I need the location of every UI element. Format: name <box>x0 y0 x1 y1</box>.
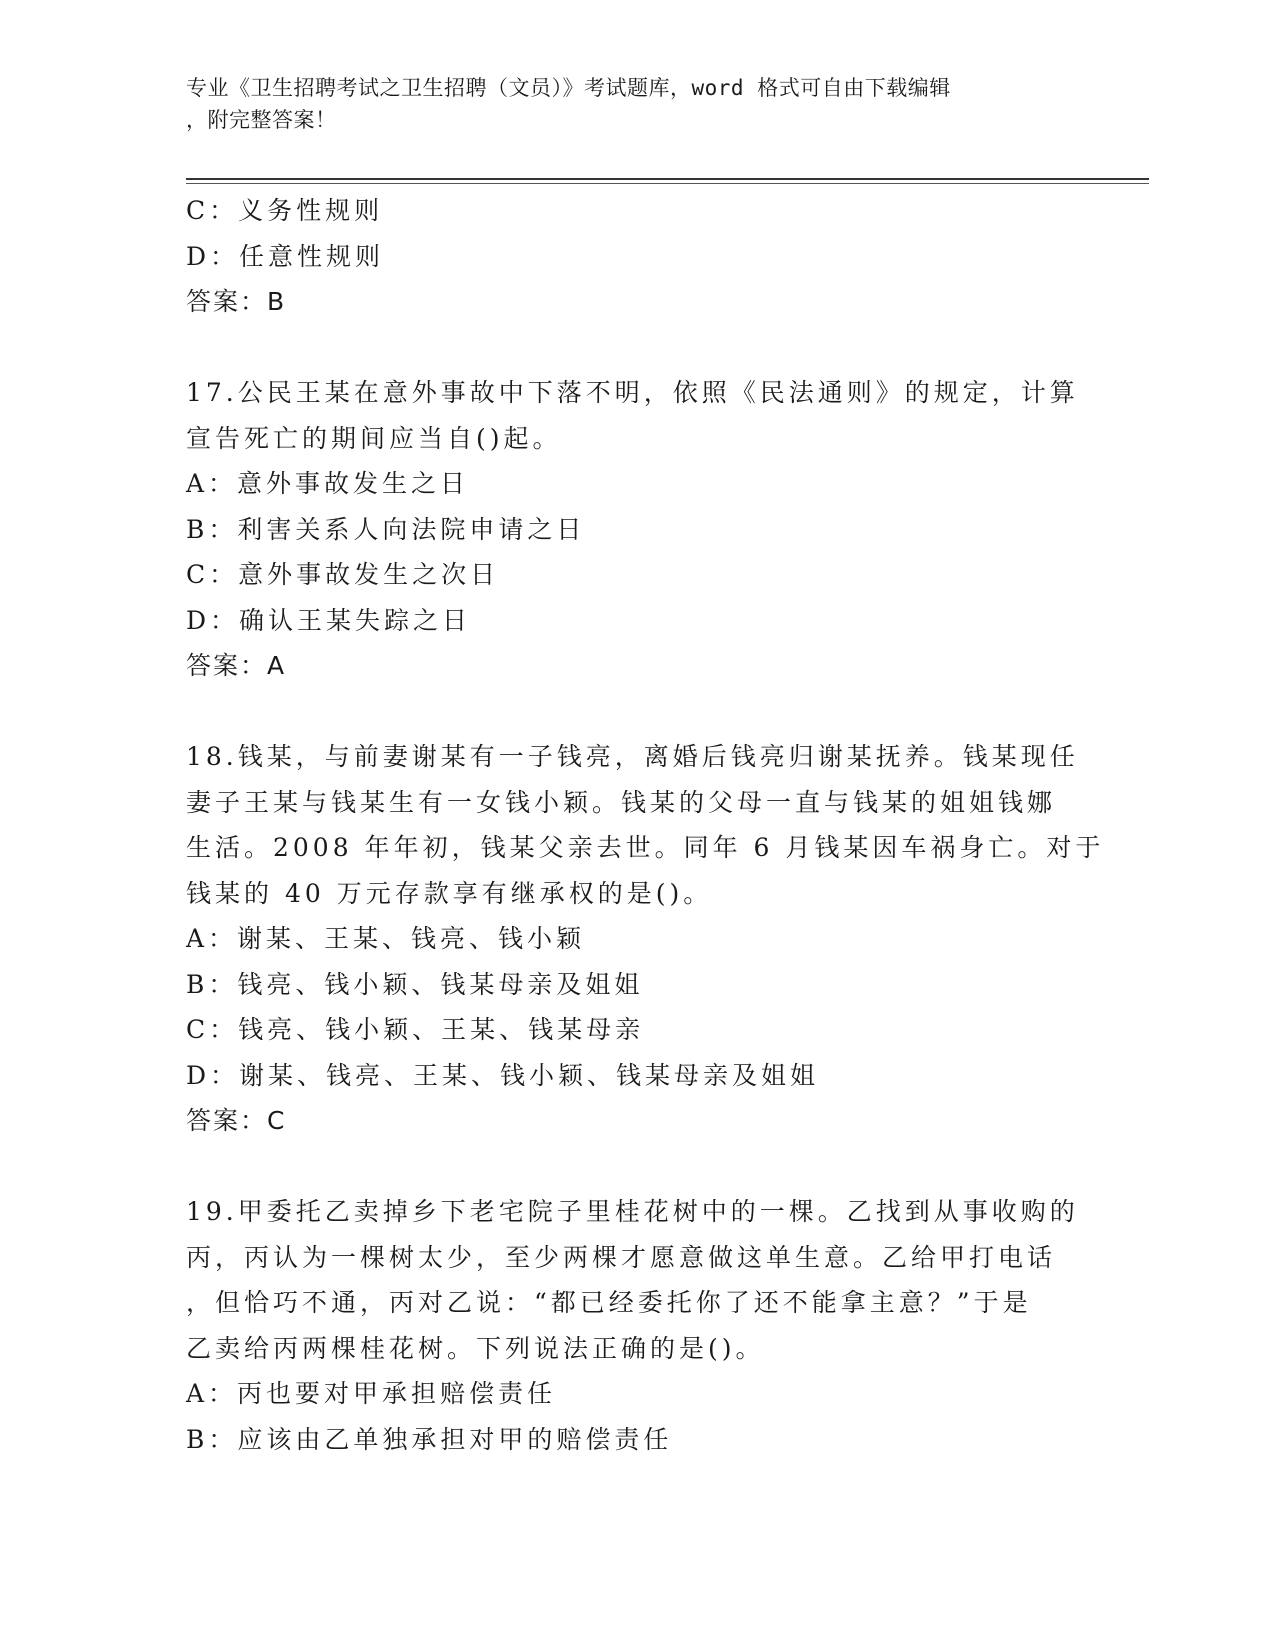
question-text-line: 丙，丙认为一棵树太少，至少两棵才愿意做这单生意。乙给甲打电话 <box>186 1242 1057 1272</box>
option-c: C：钱亮、钱小颖、王某、钱某母亲 <box>186 1015 645 1044</box>
option-a: A：意外事故发生之日 <box>186 469 470 498</box>
document-header <box>186 72 1066 136</box>
option-b: B：应该由乙单独承担对甲的赔偿责任 <box>186 1424 673 1454</box>
question-16-tail <box>186 188 1086 325</box>
question-text-line: 乙卖给丙两棵桂花树。下列说法正确的是()。 <box>186 1333 765 1363</box>
question-text-line: 18.钱某，与前妻谢某有一子钱亮，离婚后钱亮归谢某抚养。钱某现任 <box>186 742 1079 771</box>
answer-line: 答案：B <box>186 287 287 316</box>
option-b: B：利害关系人向法院申请之日 <box>186 514 586 544</box>
question-text-line: 宣告死亡的期间应当自()起。 <box>186 423 562 453</box>
option-d: D：谢某、钱亮、王某、钱小颖、钱某母亲及姐姐 <box>186 1060 820 1090</box>
question-text-line: 生活。2008 年年初，钱某父亲去世。同年 6 月钱某因车祸身亡。对于 <box>186 833 1105 862</box>
header-divider-thin <box>186 183 1149 184</box>
option-a: A：谢某、王某、钱亮、钱小颖 <box>186 924 586 953</box>
option-a: A：丙也要对甲承担赔偿责任 <box>186 1379 557 1408</box>
spacer <box>186 689 1086 735</box>
option-d: D：任意性规则 <box>186 241 385 271</box>
option-c: C：义务性规则 <box>186 196 384 225</box>
header-divider-thick <box>186 178 1149 180</box>
question-text-line: 17.公民王某在意外事故中下落不明，依照《民法通则》的规定，计算 <box>186 378 1079 407</box>
option-d: D：确认王某失踪之日 <box>186 605 472 635</box>
option-b: B：钱亮、钱小颖、钱某母亲及姐姐 <box>186 969 644 999</box>
header-line-1: 专业《卫生招聘考试之卫生招聘（文员）》考试题库，word 格式可自由下载编辑 <box>186 76 951 100</box>
header-line-2: ，附完整答案！ <box>186 108 337 132</box>
answer-line: 答案：A <box>186 651 287 680</box>
option-c: C：意外事故发生之次日 <box>186 560 500 589</box>
question-17 <box>186 370 1086 689</box>
spacer <box>186 325 1086 371</box>
question-text-line: 19.甲委托乙卖掉乡下老宅院子里桂花树中的一棵。乙找到从事收购的 <box>186 1197 1079 1226</box>
answer-line: 答案：C <box>186 1106 287 1135</box>
question-content <box>186 188 1105 1462</box>
question-18 <box>186 734 1105 1144</box>
question-19 <box>186 1189 1086 1462</box>
question-text-line: 钱某的 40 万元存款享有继承权的是()。 <box>186 878 713 908</box>
question-text-line: 妻子王某与钱某生有一女钱小颖。钱某的父母一直与钱某的姐姐钱娜 <box>186 787 1057 817</box>
spacer <box>186 1144 1086 1190</box>
question-text-line: ，但恰巧不通，丙对乙说：“都已经委托你了还不能拿主意？”于是 <box>186 1288 1032 1317</box>
